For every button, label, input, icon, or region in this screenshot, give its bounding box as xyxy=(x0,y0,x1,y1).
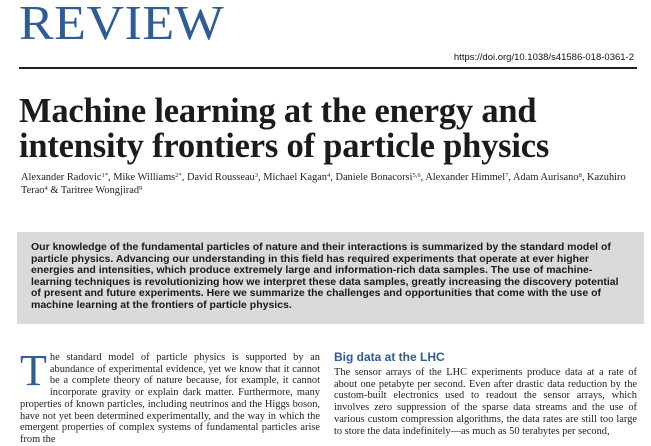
section-column xyxy=(334,350,637,437)
author[interactable]: Daniele Bonacorsi$^{5,6}$ xyxy=(335,172,421,183)
author[interactable]: Michael Kagan$^4$ xyxy=(263,172,331,183)
article-title: Machine learning at the energy and intensity frontiers of particle physics xyxy=(19,92,550,165)
section-label: REVIEW xyxy=(19,0,225,50)
abstract-text: Our knowledge of the fundamental particles of nature and their interactions is summarized by the standard model of particle physics. Advancing our understanding in this field has required experiments that operate at ever higher energies and intensities, which produce extremely large and information-rich data samples. The use of machine-learning techniques is revolutionizing how we interpret these data samples, greatly increasing the discovery potential of present and future experiments. Here we summarize the challenges and opportunities that come with the use of machine learning at the frontiers of particle physics. xyxy=(31,241,619,311)
author[interactable]: Taritree Wongjirad$^9$ xyxy=(60,185,143,196)
author[interactable]: Mike Williams$^{2*}$ xyxy=(113,172,182,183)
intro-column xyxy=(20,346,320,446)
author[interactable]: Adam Aurisano$^8$ xyxy=(513,172,582,183)
author[interactable]: Alexander Himmel$^7$ xyxy=(425,172,509,183)
header-rule xyxy=(19,67,637,69)
doi-link[interactable]: https://doi.org/10.1038/s41586-018-0361-2 xyxy=(453,52,634,63)
intro-text: he standard model of particle physics is supported by an abundance of experimental evidence, yet we know that it cannot be a complete theory of nature because, for example, it cannot incorporate gravity or explain dark matter. Furthermore, many properties of known particles, including neutrinos and the Higgs boson, have not yet been determined experimentally, and the way in which the emergent properties of complex systems of fundamental particles arise from the xyxy=(20,352,320,445)
author[interactable]: Kazuhiro Terao$^4$ xyxy=(21,172,626,196)
drop-cap: T xyxy=(20,346,47,395)
section-heading: Big data at the LHC xyxy=(334,350,445,364)
section-text: The sensor arrays of the LHC experiments produce data at a rate of about one petabyte per second. Even after drastic data reduction by the custom-built electronics used to readout the sensor arrays, which involves zero suppression of the sparse data streams and the use of various custom compression algorithms, the data rates are still too large to store the data indefinitely—as much as 50 terabytes per second, xyxy=(334,367,637,437)
abstract-box xyxy=(17,232,644,324)
author[interactable]: David Rousseau$^3$ xyxy=(186,172,259,183)
author-list: Alexander Radovic$^{1*}$, Mike Williams$^{2*}$, David Rousseau$^3$, Michael Kagan$^4$, Daniele Bonacorsi$^{5,6}$, Alexander Himmel$^7$, Adam Aurisano$^8$, Kazuhiro Terao$^4$ & Taritree Wongjirad$^9$ xyxy=(21,172,626,196)
author[interactable]: Alexander Radovic$^{1*}$ xyxy=(21,172,108,183)
